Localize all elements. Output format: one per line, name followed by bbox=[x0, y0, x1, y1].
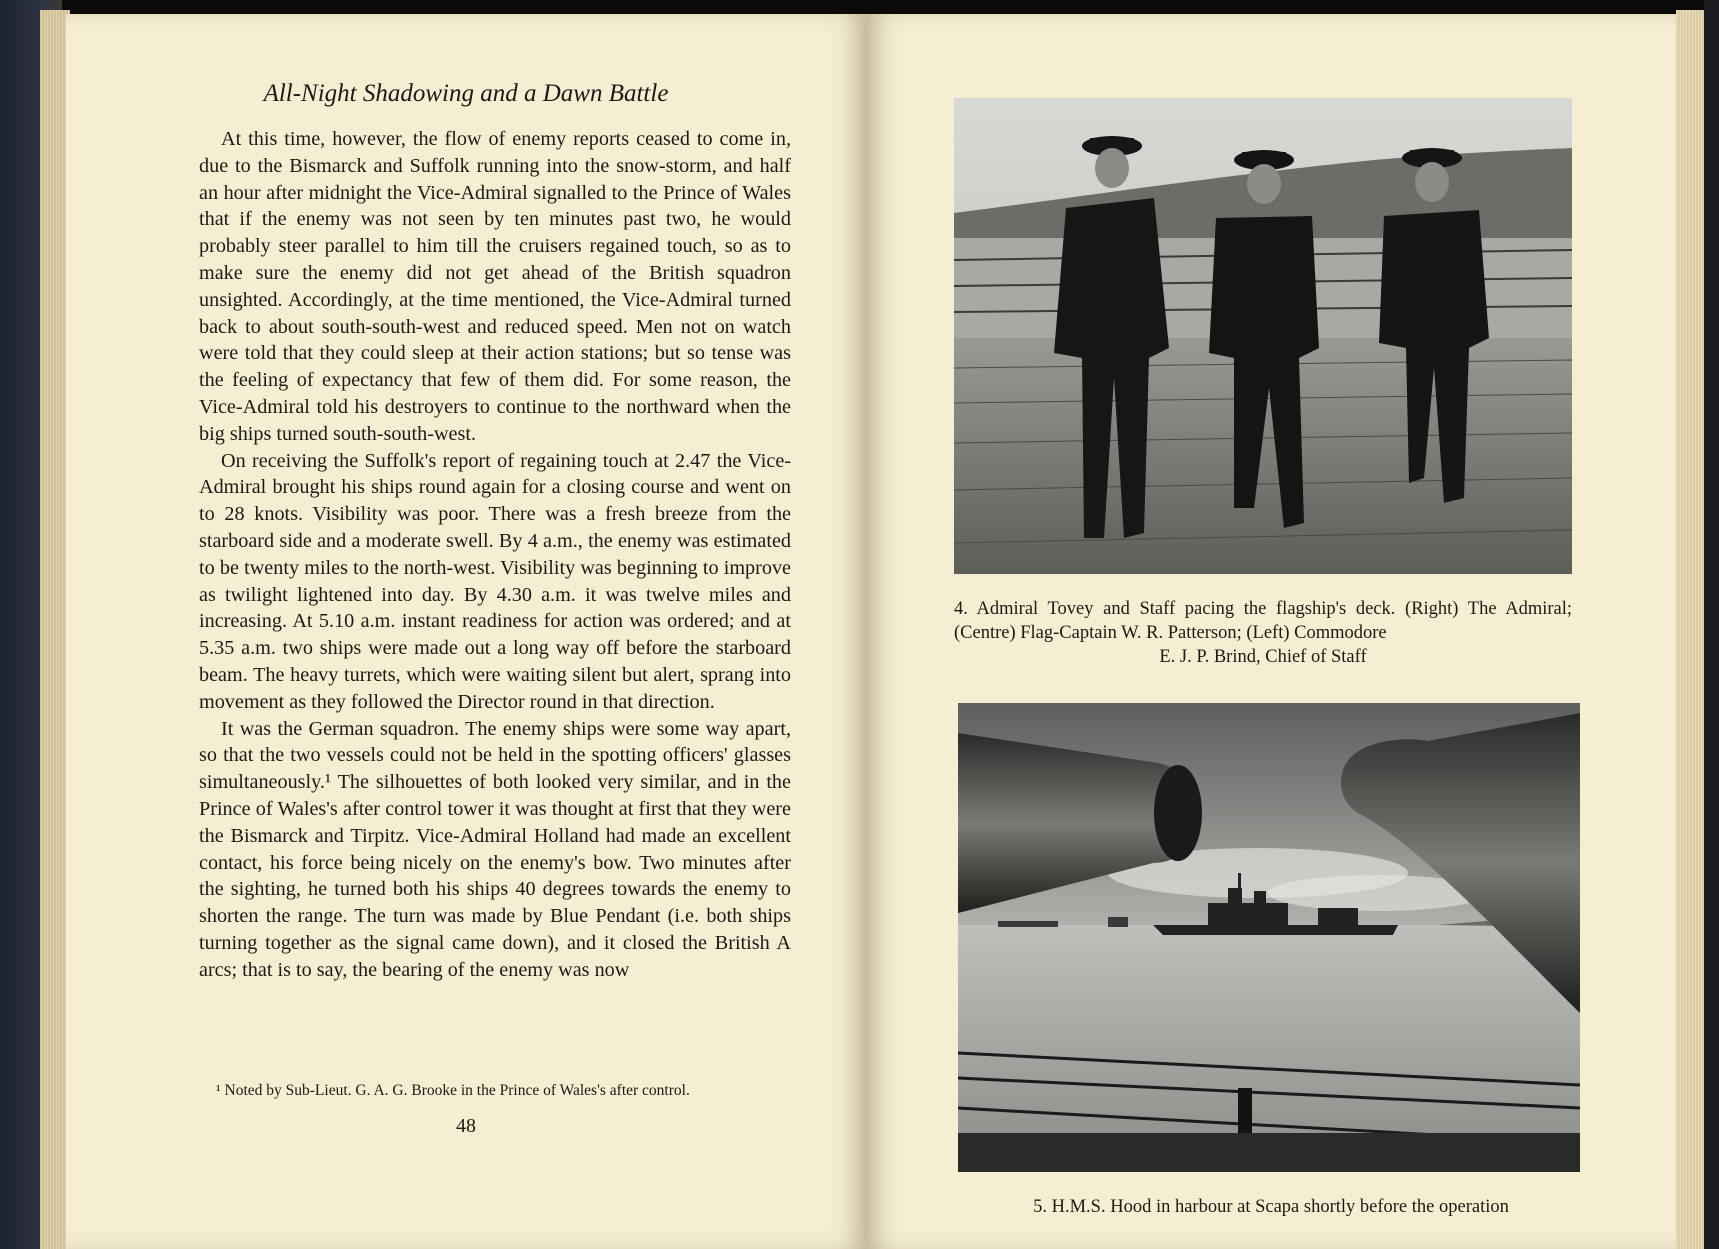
paragraph-2: On receiving the Suffolk's report of regaining touch at 2.47 the Vice-Admiral brought his ships round again for a closing course and went on to 28 knots. Visibility was poor. There was a fresh breeze from the starboard side and a moderate swell. By 4 a.m., the enemy was estimated to be twenty miles to the north-west. Visibility was beginning to improve as twilight lightened into day. By 4.30 a.m. it was twelve miles and increasing. At 5.10 a.m. instant readiness for action was ordered; and at 5.35 a.m. two ships were made out a long way off before the starboard beam. The heavy turrets, which were waiting silent but alert, sprang into movement as they followed the Director round in that direction. bbox=[199, 449, 791, 713]
page-number: 48 bbox=[456, 1115, 476, 1137]
page-edges-right bbox=[1676, 10, 1704, 1249]
body-text bbox=[199, 126, 791, 984]
footnote: ¹ Noted by Sub-Lieut. G. A. G. Brooke in the Prince of Wales's after control. bbox=[216, 1082, 690, 1099]
photo-4-caption-line2: E. J. P. Brind, Chief of Staff bbox=[1159, 647, 1367, 667]
photo-4-caption: 4. Admiral Tovey and Staff pacing the flagship's deck. (Right) The Admiral; (Centre) Flag-Captain W. R. Patterson; (Left) Commodore bbox=[954, 599, 1572, 643]
running-head: All-Night Shadowing and a Dawn Battle bbox=[263, 80, 669, 107]
book-cover-right bbox=[1704, 0, 1719, 1249]
paragraph-1: At this time, however, the flow of enemy reports ceased to come in, due to the Bismarck and Suffolk running into the snow-storm, and half an hour after midnight the Vice-Admiral signalled to the Prince of Wales that if the enemy was not seen by ten minutes past two, he would probably steer parallel to him till the cruisers regained touch, so as to make sure the enemy did not get ahead of the British squadron unsighted. Accordingly, at the time mentioned, the Vice-Admiral turned back to about south-south-west and reduced speed. Men not on watch were told that they could sleep at their action stations; but so tense was the feeling of expectancy that few of them did. For some reason, the Vice-Admiral told his destroyers to continue to the northward when the big ships turned south-south-west. bbox=[199, 128, 791, 445]
photo-officers-on-deck bbox=[954, 98, 1572, 574]
photo-hms-hood bbox=[958, 703, 1580, 1172]
left-page bbox=[66, 14, 866, 1249]
photo-5-caption: 5. H.M.S. Hood in harbour at Scapa shortly before the operation bbox=[1033, 1197, 1509, 1217]
right-page bbox=[866, 14, 1676, 1249]
paragraph-3: It was the German squadron. The enemy ships were some way apart, so that the two vessels could not be held in the spotting officers' glasses simultaneously.¹ The silhouettes of both looked very similar, and in the Prince of Wales's after control tower it was thought at first that they were the Bismarck and Tirpitz. Vice-Admiral Holland had made an excellent contact, his force being nicely on the enemy's bow. Two minutes after the sighting, he turned both his ships 40 degrees towards the enemy to shorten the range. The turn was made by Blue Pendant (i.e. both ships turning together as the signal came down), and it closed the British A arcs; that is to say, the bearing of the enemy was now bbox=[199, 717, 791, 981]
